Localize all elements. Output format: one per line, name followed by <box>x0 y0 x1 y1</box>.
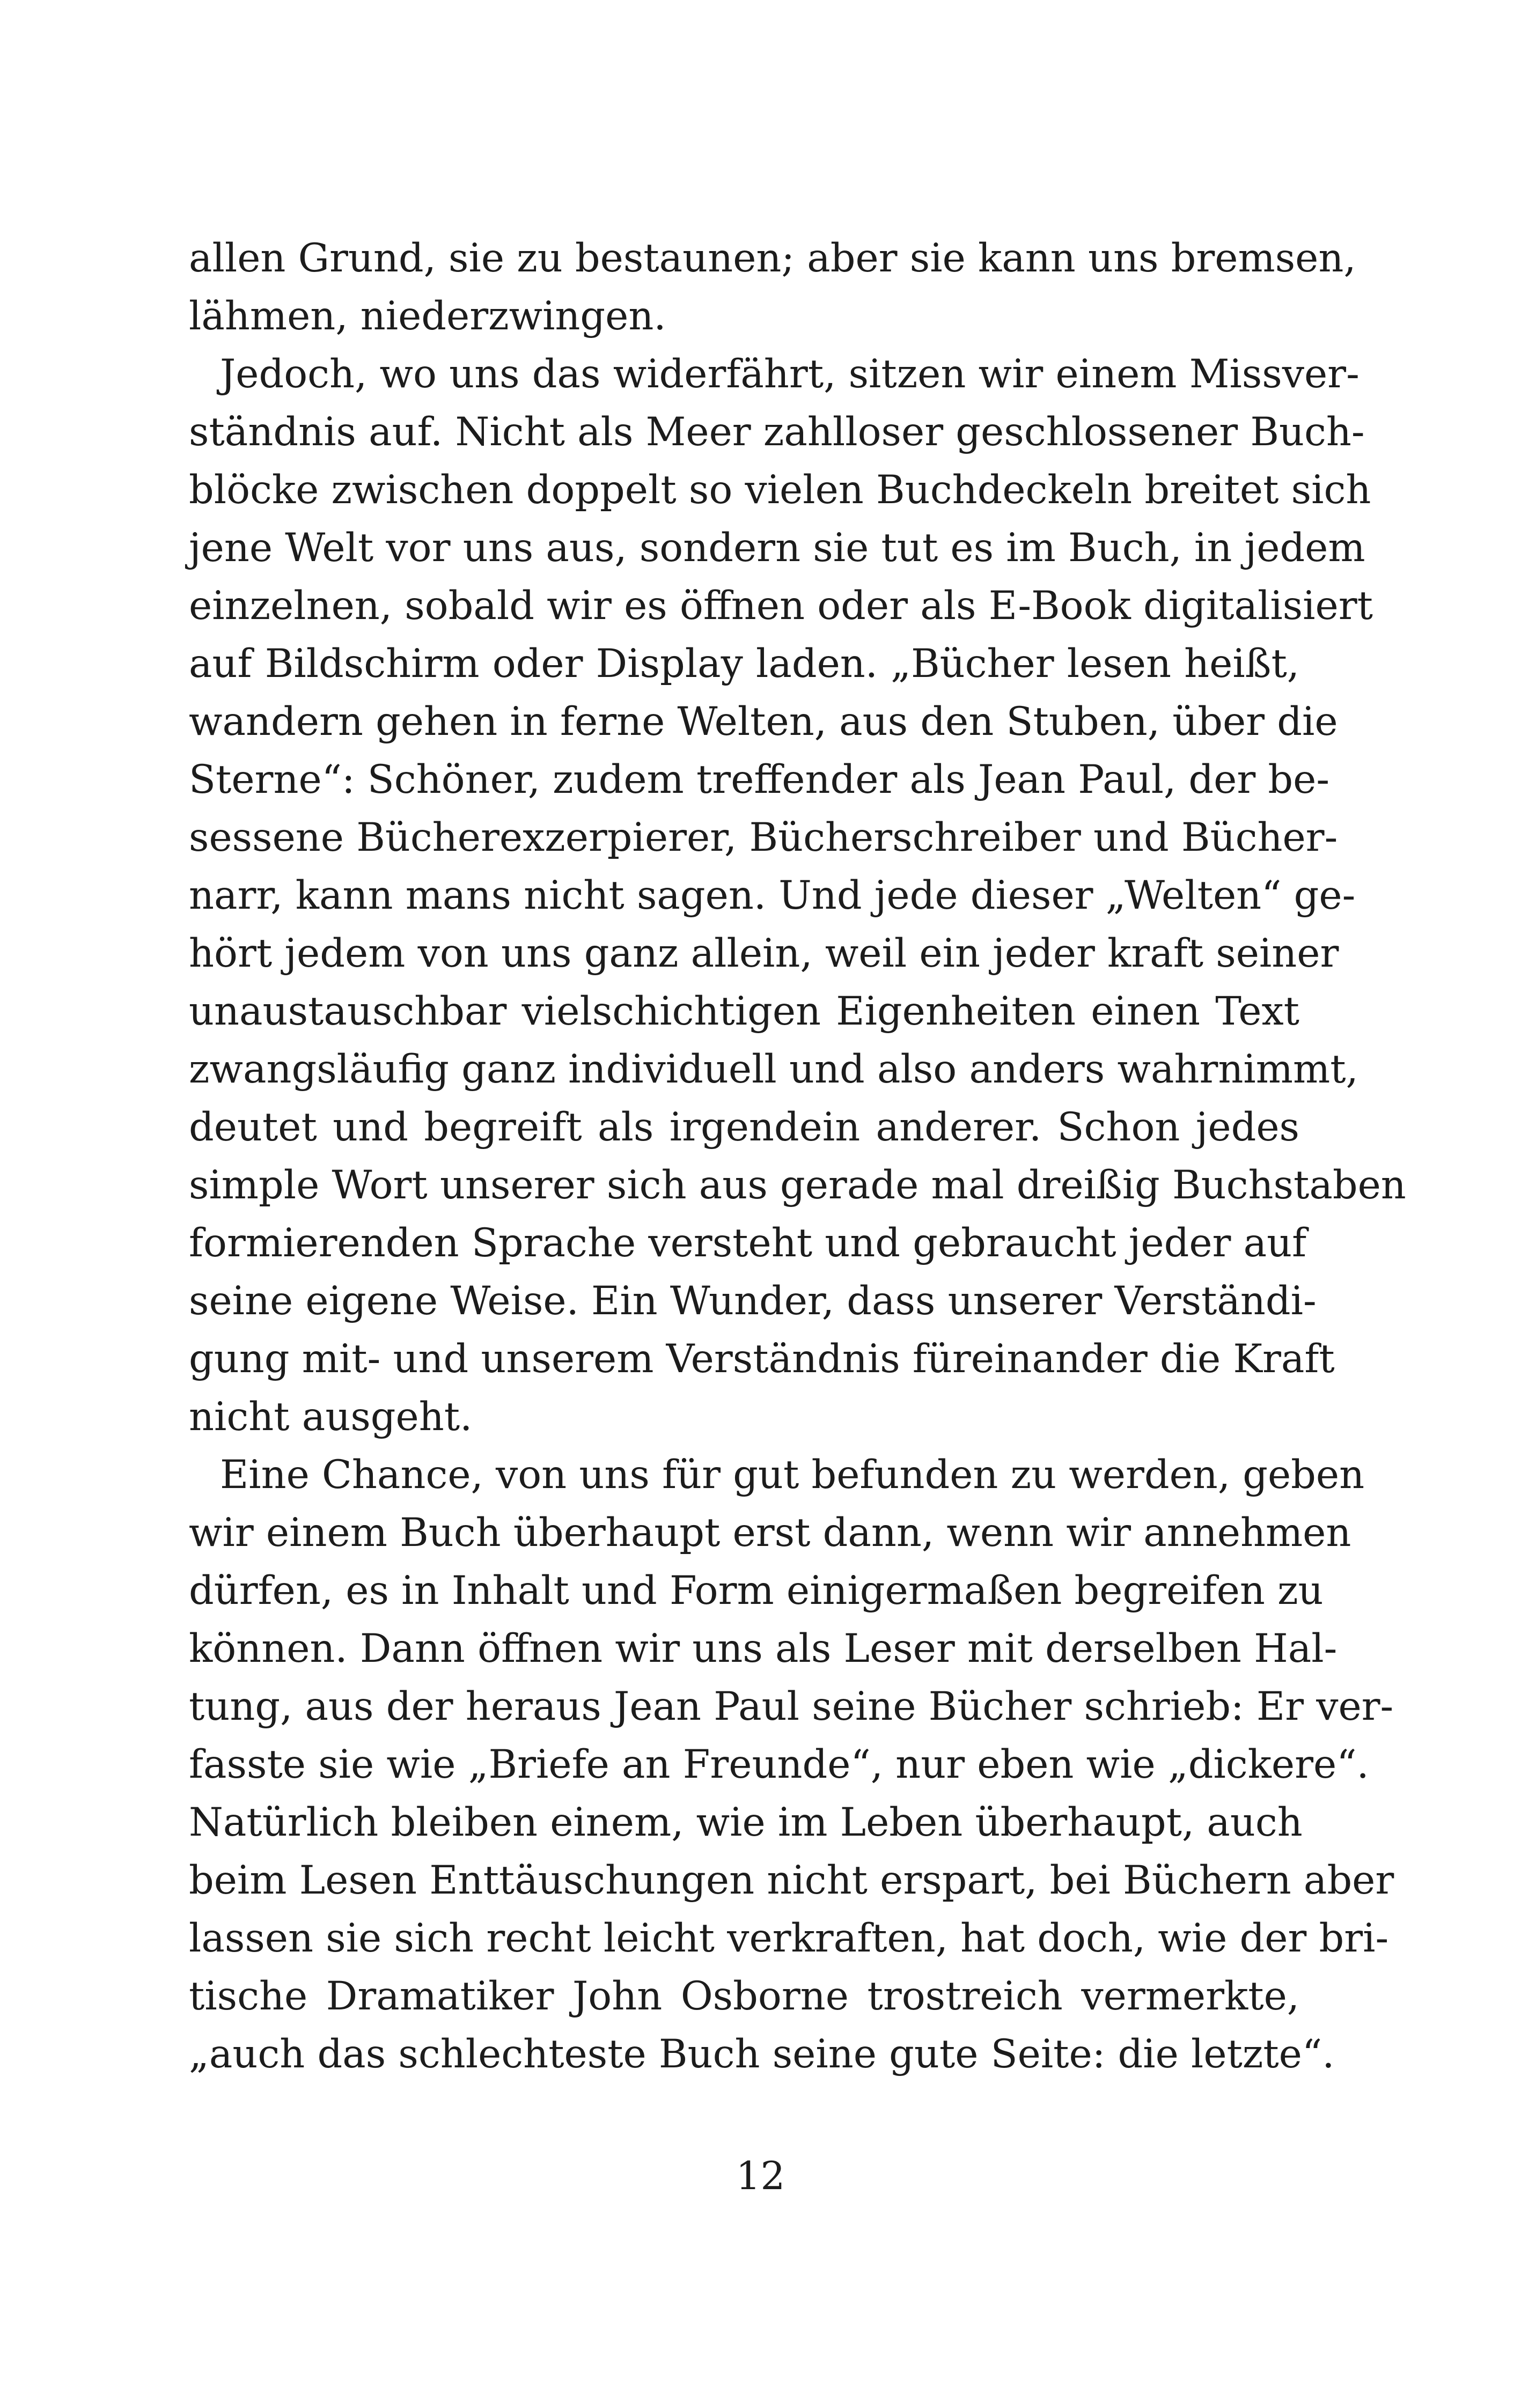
text-line: formierenden Sprache versteht und gebraucht jeder auf <box>189 1220 1307 1266</box>
text-line: Sterne“: Schöner, zudem treffender als Jean Paul, der be- <box>189 757 1330 802</box>
text-line: wandern gehen in ferne Welten, aus den Stuben, über die <box>189 699 1338 745</box>
text-line: „auch das schlechteste Buch seine gute Seite: die letzte“. <box>189 2031 1335 2077</box>
text-line: blöcke zwischen doppelt so vielen Buchdeckeln breitet sich <box>189 467 1371 513</box>
text-line: Natürlich bleiben einem, wie im Leben überhaupt, auch <box>189 1800 1303 1845</box>
text-line: auf Bildschirm oder Display laden. „Bücher lesen heißt, <box>189 641 1299 687</box>
text-line: lassen sie sich recht leicht verkraften, hat doch, wie der bri- <box>189 1916 1389 1961</box>
text-line: tung, aus der heraus Jean Paul seine Bücher schrieb: Er ver- <box>189 1684 1394 1729</box>
text-line: zwangsläufig ganz individuell und also anders wahrnimmt, <box>189 1047 1358 1092</box>
text-line: tische Dramatiker John Osborne trostreich vermerkte, <box>189 1973 1299 2019</box>
text-line: narr, kann mans nicht sagen. Und jede dieser „Welten“ ge- <box>189 873 1356 918</box>
page-number: 12 <box>736 2153 785 2198</box>
text-line: ständnis auf. Nicht als Meer zahlloser geschlossener Buch- <box>189 409 1365 455</box>
text-line: beim Lesen Enttäuschungen nicht erspart, bei Büchern aber <box>189 1858 1394 1903</box>
text-line: wir einem Buch überhaupt erst dann, wenn wir annehmen <box>189 1510 1351 1556</box>
paragraph-1 <box>189 230 1356 345</box>
text-line: nicht ausgeht. <box>189 1394 473 1440</box>
text-line: sessene Bücherexzerpierer, Bücherschreiber und Bücher- <box>189 815 1338 860</box>
text-line: können. Dann öffnen wir uns als Leser mit derselben Hal- <box>189 1626 1338 1671</box>
text-line: Eine Chance, von uns für gut befunden zu werden, geben <box>220 1452 1365 1498</box>
text-line: Jedoch, wo uns das widerfährt, sitzen wir einem Missver- <box>220 351 1360 397</box>
text-line: fasste sie wie „Briefe an Freunde“, nur eben wie „dickere“. <box>189 1742 1369 1787</box>
text-line: allen Grund, sie zu bestaunen; aber sie kann uns bremsen, <box>189 235 1356 281</box>
body-text <box>189 230 1406 2083</box>
text-line: lähmen, niederzwingen. <box>189 293 666 339</box>
text-line: deutet und begreift als irgendein anderer. Schon jedes <box>189 1104 1299 1150</box>
text-line: seine eigene Weise. Ein Wunder, dass unserer Verständi- <box>189 1278 1317 1324</box>
text-line: jene Welt vor uns aus, sondern sie tut es im Buch, in jedem <box>189 525 1365 571</box>
text-line: gung mit- und unserem Verständnis füreinander die Kraft <box>189 1336 1335 1382</box>
paragraph-2 <box>189 345 1406 1446</box>
text-line: hört jedem von uns ganz allein, weil ein jeder kraft seiner <box>189 931 1339 976</box>
paragraph-3 <box>189 1446 1394 2083</box>
text-line: simple Wort unserer sich aus gerade mal dreißig Buchstaben <box>189 1162 1406 1208</box>
text-line: einzelnen, sobald wir es öffnen oder als E-Book digitalisiert <box>189 583 1373 629</box>
text-line: unaustauschbar vielschichtigen Eigenheiten einen Text <box>189 989 1299 1034</box>
text-line: dürfen, es in Inhalt und Form einigermaßen begreifen zu <box>189 1568 1324 1614</box>
